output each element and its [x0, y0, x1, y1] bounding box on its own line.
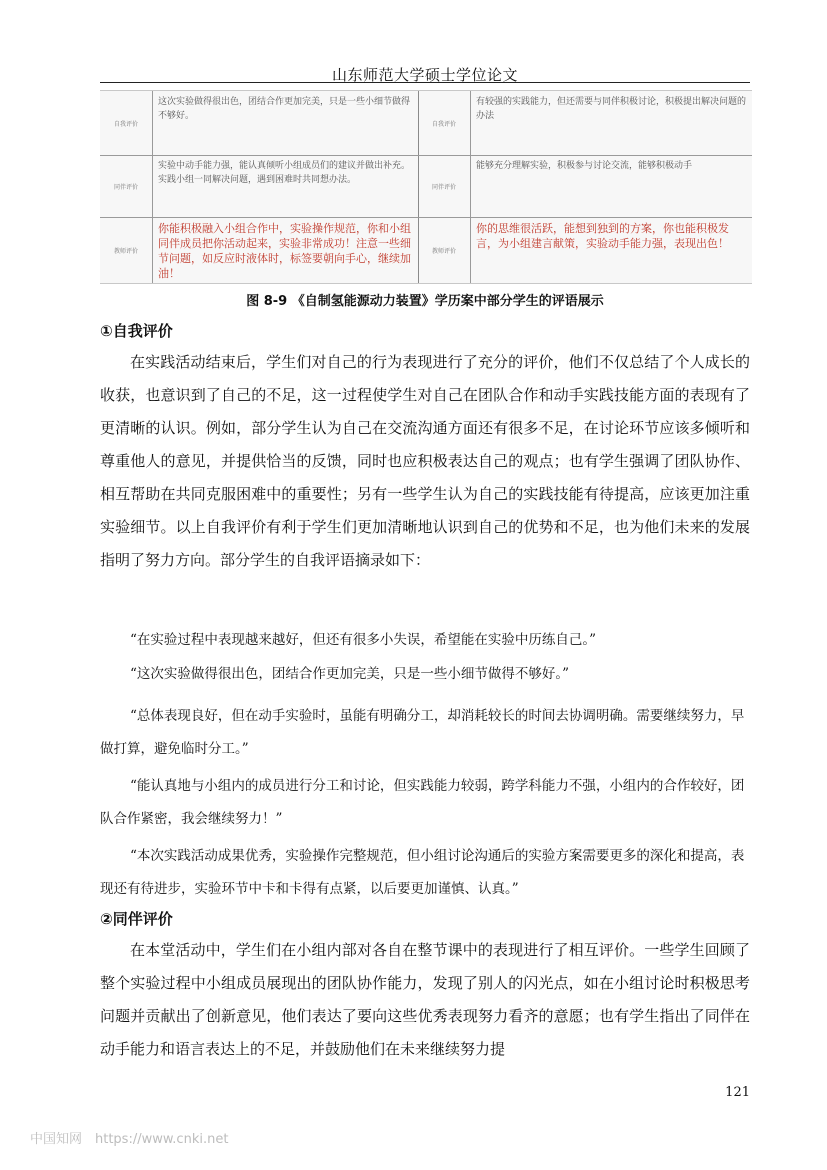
- quote-line: “总体表现良好，但在动手实验时，虽能有明确分工，却消耗较长的时间去协调明确。需要继续努力，早做打算，避免临时分工。”: [100, 708, 745, 757]
- handwritten-comment: 你的思维很活跃，能想到独到的方案，你也能积极发言，为小组建言献策，实验动手能力强，表现出色！: [476, 222, 729, 250]
- handwritten-comment: 你能积极融入小组合作中，实验操作规范，你和小组同伴成员把你活动起来，实验非常成功！注意一些细节问题，如反应时液体时，标签要朝向手心，继续加油！: [158, 222, 411, 280]
- figure-left-panel: [100, 91, 418, 283]
- quote-line: “能认真地与小组内的成员进行分工和讨论，但实践能力较弱，跨学科能力不强，小组内的合作较好，团队合作紧密，我会继续努力！”: [100, 778, 745, 827]
- right-row-self: [418, 91, 752, 156]
- quote-line: “本次实践活动成果优秀，实验操作完整规范，但小组讨论沟通后的实验方案需要更多的深化和提高，表现还有待进步，实验环节中卡和卡得有点紧，以后要更加谨慎、认真。”: [100, 848, 745, 897]
- running-header: 山东师范大学硕士学位论文: [331, 66, 518, 84]
- figure-caption: 图 8-9 《自制氢能源动力装置》学历案中部分学生的评语展示: [246, 294, 604, 309]
- row-label: 教师评价: [418, 217, 471, 283]
- row-label: 自我评价: [100, 91, 153, 155]
- row-label: 同伴评价: [418, 155, 471, 217]
- left-row-teacher: [100, 217, 418, 283]
- body-paragraph: 在本堂活动中，学生们在小组内部对各自在整节课中的表现进行了相互评价。一些学生回顾了整个实验过程中小组成员展现出的团队协作能力，发现了别人的闪光点，如在小组讨论时积极思考问题并贡献出了创新意见，他们表达了要向这些优秀表现努力看齐的意愿；也有学生指出了同伴在动手能力和语言表达上的不足，并鼓励他们在未来继续努力提: [100, 941, 750, 1058]
- handwritten-comment: 实验中动手能力强，能认真倾听小组成员们的建议并做出补充。实践小组一同解决问题，遇到困难时共同想办法。: [158, 161, 411, 185]
- header-rule: [100, 82, 750, 83]
- handwritten-comment: 有较强的实践能力，但还需要与同伴积极讨论，积极提出解决问题的办法: [476, 97, 746, 121]
- left-row-self: [100, 91, 418, 156]
- cnki-watermark: 中国知网 https://www.cnki.net: [30, 1132, 229, 1147]
- quote-line: “这次实验做得很出色，团结合作更加完美，只是一些小细节做得不够好。”: [130, 666, 570, 682]
- left-row-peer: [100, 155, 418, 218]
- handwritten-comment: 这次实验做得很出色，团结合作更加完美，只是一些小细节做得不够好。: [158, 97, 411, 121]
- right-row-peer: [418, 155, 752, 218]
- figure-evaluation-table: [100, 90, 752, 284]
- page-number: 121: [725, 1085, 750, 1100]
- row-label: 自我评价: [418, 91, 471, 155]
- figure-right-panel: [418, 91, 752, 283]
- row-label: 同伴评价: [100, 155, 153, 217]
- section-heading-self-evaluation: ①自我评价: [100, 322, 173, 340]
- handwritten-comment: 能够充分理解实验，积极参与讨论交流，能够积极动手: [476, 161, 693, 171]
- right-row-teacher: [418, 217, 752, 283]
- row-label: 教师评价: [100, 217, 153, 283]
- body-paragraph: 在实践活动结束后，学生们对自己的行为表现进行了充分的评价，他们不仅总结了个人成长的收获，也意识到了自己的不足，这一过程使学生对自己在团队合作和动手实践技能方面的表现有了更清晰的认识。例如，部分学生认为自己在交流沟通方面还有很多不足，在讨论环节应该多倾听和尊重他人的意见，并提供恰当的反馈，同时也应积极表达自己的观点；也有学生强调了团队协作、相互帮助在共同克服困难中的重要性；另有一些学生认为自己的实践技能有待提高，应该更加注重实验细节。以上自我评价有利于学生们更加清晰地认识到自己的优势和不足，也为他们未来的发展指明了努力方向。部分学生的自我评语摘录如下：: [100, 353, 750, 569]
- quote-line: “在实验过程中表现越来越好，但还有很多小失误，希望能在实验中历练自己。”: [130, 632, 597, 648]
- section-heading-peer-evaluation: ②同伴评价: [100, 910, 173, 928]
